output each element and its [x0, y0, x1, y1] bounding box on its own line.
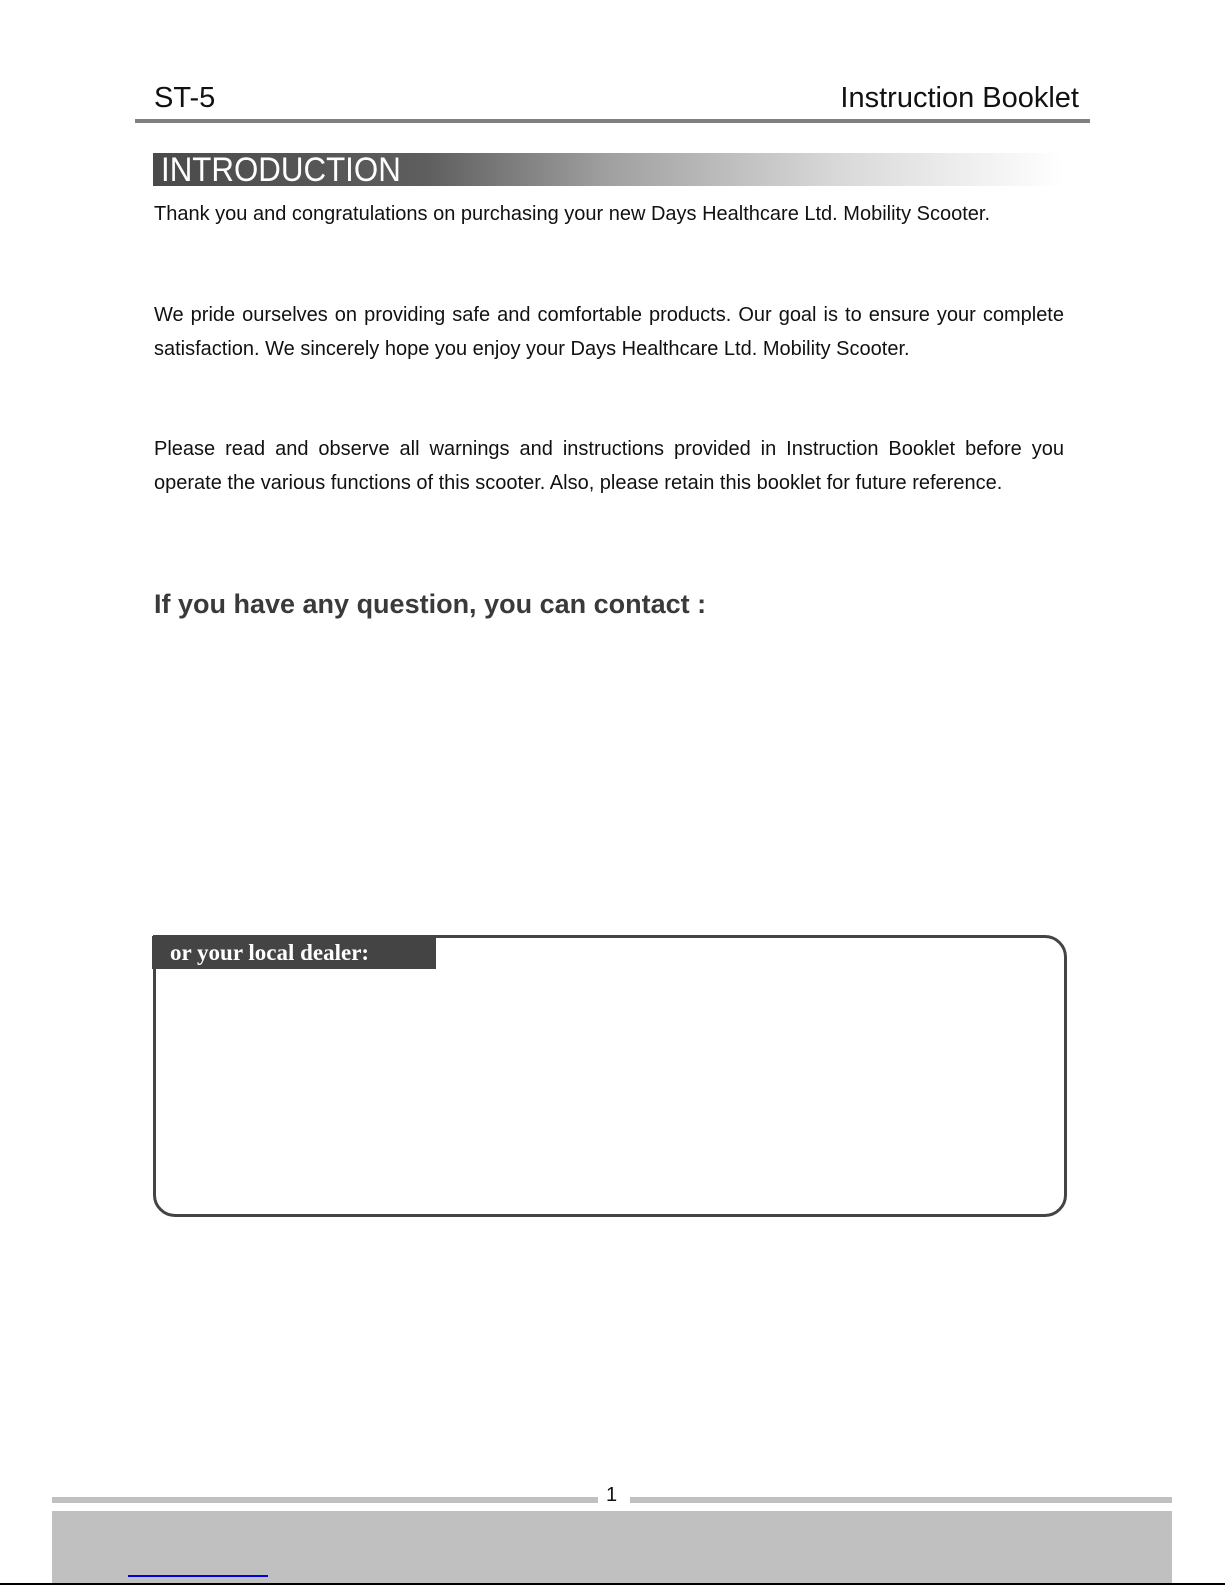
- header-rule: [135, 119, 1090, 123]
- section-banner: [153, 151, 1063, 189]
- footer-rule-left: [52, 1497, 598, 1503]
- paragraph: Please read and observe all warnings and instructions provided in Instruction Booklet before you operate the various functions of this scooter. Also, please retain this booklet for future reference.: [154, 438, 1064, 494]
- footer-band: [52, 1511, 1172, 1585]
- contact-heading: If you have any question, you can contact :: [154, 589, 707, 619]
- booklet-title: Instruction Booklet: [840, 82, 1079, 114]
- footer-rule-right: [630, 1497, 1172, 1503]
- page-number: 1: [606, 1484, 618, 1506]
- paragraph: We pride ourselves on providing safe and comfortable products. Our goal is to ensure your complete satisfaction. We sincerely hope you enjoy your Days Healthcare Ltd. Mobility Scooter.: [154, 304, 1064, 360]
- section-title: INTRODUCTION: [161, 151, 401, 189]
- model-name: ST-5: [154, 82, 216, 114]
- dealer-box: [153, 935, 1067, 1217]
- footer-link[interactable]: [128, 1575, 268, 1577]
- dealer-label: or your local dealer:: [152, 936, 436, 969]
- paragraph: Thank you and congratulations on purchasing your new Days Healthcare Ltd. Mobility Scooter.: [154, 203, 991, 225]
